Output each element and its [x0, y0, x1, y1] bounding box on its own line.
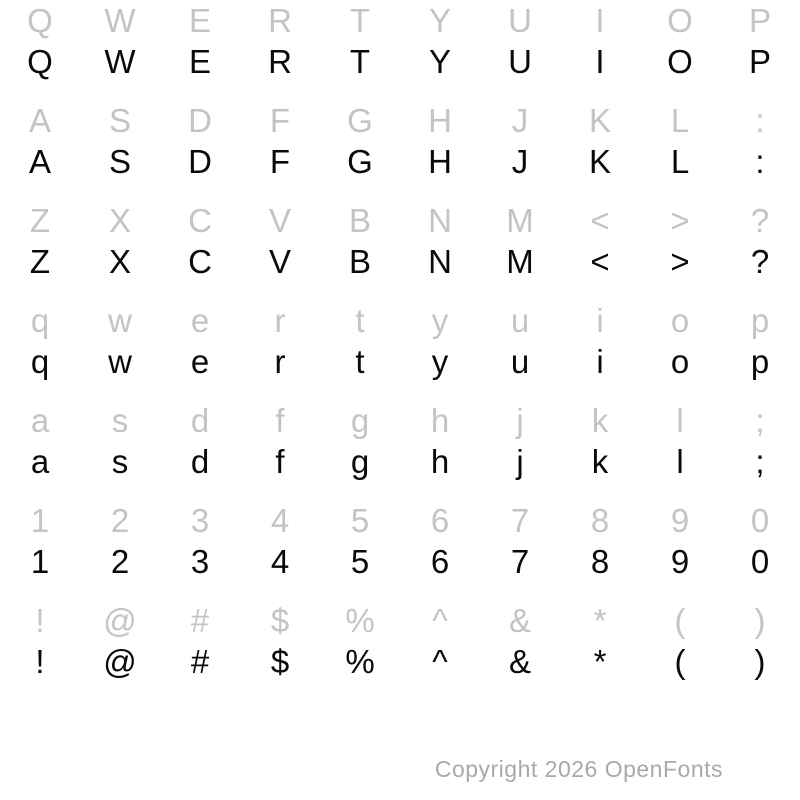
- glyph-cell: S: [108, 102, 131, 139]
- glyph-cell: k: [591, 402, 609, 439]
- glyph-row-regular: [0, 242, 800, 282]
- glyph-cell: ): [754, 602, 766, 639]
- glyph-cell: 5: [350, 543, 370, 580]
- glyph-cell: O: [667, 43, 693, 80]
- glyph-cell: E: [188, 43, 211, 80]
- specimen-group-symbols: [0, 600, 800, 700]
- glyph-cell: d: [190, 402, 210, 439]
- glyph-row-regular: [0, 542, 800, 582]
- glyph-cell: 4: [270, 543, 290, 580]
- glyph-cell: K: [588, 102, 611, 139]
- glyph-cell: 9: [670, 543, 690, 580]
- glyph-cell: &: [508, 602, 531, 639]
- glyph-cell: Y: [428, 2, 451, 39]
- glyph-cell: (: [674, 602, 686, 639]
- glyph-cell: <: [590, 202, 610, 239]
- glyph-cell: R: [268, 43, 292, 80]
- glyph-cell: 5: [350, 502, 370, 539]
- glyph-cell: 9: [670, 502, 690, 539]
- glyph-cell: ^: [432, 643, 448, 680]
- glyph-cell: 0: [750, 502, 770, 539]
- glyph-cell: J: [511, 143, 529, 180]
- glyph-cell: s: [111, 443, 129, 480]
- glyph-cell: W: [104, 2, 136, 39]
- glyph-cell: 6: [430, 502, 450, 539]
- glyph-cell: F: [269, 143, 291, 180]
- glyph-cell: T: [349, 43, 371, 80]
- glyph-row-regular: [0, 342, 800, 382]
- glyph-cell: B: [348, 243, 371, 280]
- glyph-cell: @: [103, 643, 137, 680]
- specimen-group-lowercase-top: [0, 300, 800, 400]
- glyph-cell: t: [355, 343, 365, 380]
- glyph-cell: s: [111, 402, 129, 439]
- glyph-cell: t: [355, 302, 365, 339]
- glyph-cell: e: [190, 302, 210, 339]
- glyph-cell: p: [750, 343, 770, 380]
- glyph-cell: X: [108, 202, 131, 239]
- glyph-cell: Q: [27, 43, 53, 80]
- glyph-cell: N: [428, 243, 452, 280]
- glyph-row-light: [0, 0, 800, 42]
- glyph-cell: ?: [750, 202, 770, 239]
- glyph-cell: N: [428, 202, 452, 239]
- specimen-group-uppercase-home: [0, 100, 800, 200]
- glyph-cell: %: [345, 643, 375, 680]
- specimen-group-lowercase-home: [0, 400, 800, 500]
- glyph-cell: K: [588, 143, 611, 180]
- glyph-cell: w: [108, 343, 132, 380]
- glyph-cell: r: [274, 302, 286, 339]
- glyph-cell: i: [596, 302, 604, 339]
- glyph-row-light: [0, 100, 800, 142]
- glyph-cell: Z: [29, 243, 51, 280]
- glyph-cell: !: [35, 643, 45, 680]
- glyph-cell: P: [748, 43, 771, 80]
- glyph-cell: V: [268, 243, 291, 280]
- glyph-cell: q: [30, 302, 50, 339]
- glyph-cell: p: [750, 302, 770, 339]
- glyph-cell: $: [270, 643, 290, 680]
- glyph-cell: 3: [190, 543, 210, 580]
- glyph-cell: 3: [190, 502, 210, 539]
- glyph-cell: k: [591, 443, 609, 480]
- glyph-cell: u: [510, 343, 530, 380]
- glyph-cell: A: [28, 143, 51, 180]
- glyph-cell: !: [35, 602, 45, 639]
- glyph-cell: 7: [510, 543, 530, 580]
- glyph-cell: g: [350, 443, 370, 480]
- glyph-cell: j: [516, 443, 524, 480]
- glyph-cell: h: [430, 443, 450, 480]
- glyph-cell: P: [748, 2, 771, 39]
- glyph-cell: H: [428, 143, 452, 180]
- glyph-cell: ;: [755, 443, 765, 480]
- glyph-cell: q: [30, 343, 50, 380]
- glyph-cell: d: [190, 443, 210, 480]
- glyph-cell: C: [188, 243, 212, 280]
- glyph-cell: 1: [30, 543, 50, 580]
- glyph-cell: $: [270, 602, 290, 639]
- glyph-row-light: [0, 300, 800, 342]
- glyph-cell: 1: [30, 502, 50, 539]
- glyph-cell: e: [190, 343, 210, 380]
- glyph-cell: w: [108, 302, 132, 339]
- glyph-cell: j: [516, 402, 524, 439]
- glyph-cell: D: [188, 143, 212, 180]
- glyph-row-regular: [0, 142, 800, 182]
- glyph-cell: 0: [750, 543, 770, 580]
- glyph-cell: L: [670, 143, 690, 180]
- glyph-cell: ;: [755, 402, 765, 439]
- glyph-cell: S: [108, 143, 131, 180]
- glyph-cell: :: [755, 143, 765, 180]
- glyph-cell: l: [676, 402, 684, 439]
- glyph-cell: 2: [110, 502, 130, 539]
- glyph-cell: Y: [428, 43, 451, 80]
- glyph-cell: G: [347, 143, 373, 180]
- specimen-group-digits: [0, 500, 800, 600]
- glyph-cell: >: [670, 202, 690, 239]
- glyph-row-light: [0, 500, 800, 542]
- glyph-cell: D: [188, 102, 212, 139]
- glyph-cell: 4: [270, 502, 290, 539]
- glyph-cell: U: [508, 2, 532, 39]
- glyph-row-light: [0, 600, 800, 642]
- glyph-cell: y: [431, 302, 449, 339]
- glyph-cell: 8: [590, 502, 610, 539]
- glyph-cell: a: [30, 443, 50, 480]
- glyph-cell: g: [350, 402, 370, 439]
- glyph-cell: F: [269, 102, 291, 139]
- glyph-cell: 7: [510, 502, 530, 539]
- copyright-text: Copyright 2026 OpenFonts: [434, 756, 723, 782]
- glyph-cell: I: [595, 2, 605, 39]
- glyph-cell: G: [347, 102, 373, 139]
- glyph-cell: >: [670, 243, 690, 280]
- glyph-cell: a: [30, 402, 50, 439]
- glyph-cell: #: [190, 643, 210, 680]
- glyph-cell: R: [268, 2, 292, 39]
- glyph-cell: f: [275, 402, 285, 439]
- glyph-cell: i: [596, 343, 604, 380]
- glyph-cell: f: [275, 443, 285, 480]
- glyph-cell: Q: [27, 2, 53, 39]
- glyph-cell: ): [754, 643, 766, 680]
- glyph-cell: *: [593, 602, 607, 639]
- glyph-cell: I: [595, 43, 605, 80]
- glyph-cell: E: [188, 2, 211, 39]
- glyph-cell: ^: [432, 602, 448, 639]
- glyph-cell: V: [268, 202, 291, 239]
- glyph-cell: M: [506, 243, 534, 280]
- glyph-cell: T: [349, 2, 371, 39]
- glyph-cell: *: [593, 643, 607, 680]
- glyph-cell: u: [510, 302, 530, 339]
- glyph-cell: %: [345, 602, 375, 639]
- glyph-cell: 2: [110, 543, 130, 580]
- glyph-cell: l: [676, 443, 684, 480]
- glyph-row-light: [0, 400, 800, 442]
- glyph-row-regular: [0, 42, 800, 82]
- glyph-cell: W: [104, 43, 136, 80]
- glyph-cell: :: [755, 102, 765, 139]
- glyph-cell: <: [590, 243, 610, 280]
- glyph-cell: 6: [430, 543, 450, 580]
- specimen-group-uppercase-bottom: [0, 200, 800, 300]
- glyph-cell: @: [103, 602, 137, 639]
- glyph-cell: O: [667, 2, 693, 39]
- glyph-cell: o: [670, 343, 690, 380]
- glyph-cell: (: [674, 643, 686, 680]
- glyph-cell: X: [108, 243, 131, 280]
- glyph-cell: B: [348, 202, 371, 239]
- glyph-cell: &: [508, 643, 531, 680]
- glyph-row-regular: [0, 642, 800, 682]
- glyph-row-regular: [0, 442, 800, 482]
- glyph-cell: ?: [750, 243, 770, 280]
- glyph-cell: M: [506, 202, 534, 239]
- glyph-cell: J: [511, 102, 529, 139]
- glyph-cell: U: [508, 43, 532, 80]
- glyph-cell: H: [428, 102, 452, 139]
- specimen-group-uppercase-top: [0, 0, 800, 100]
- glyph-cell: #: [190, 602, 210, 639]
- glyph-cell: o: [670, 302, 690, 339]
- glyph-cell: C: [188, 202, 212, 239]
- glyph-cell: 8: [590, 543, 610, 580]
- glyph-cell: A: [28, 102, 51, 139]
- glyph-cell: r: [274, 343, 286, 380]
- glyph-cell: Z: [29, 202, 51, 239]
- glyph-cell: y: [431, 343, 449, 380]
- glyph-row-light: [0, 200, 800, 242]
- glyph-cell: h: [430, 402, 450, 439]
- glyph-cell: L: [670, 102, 690, 139]
